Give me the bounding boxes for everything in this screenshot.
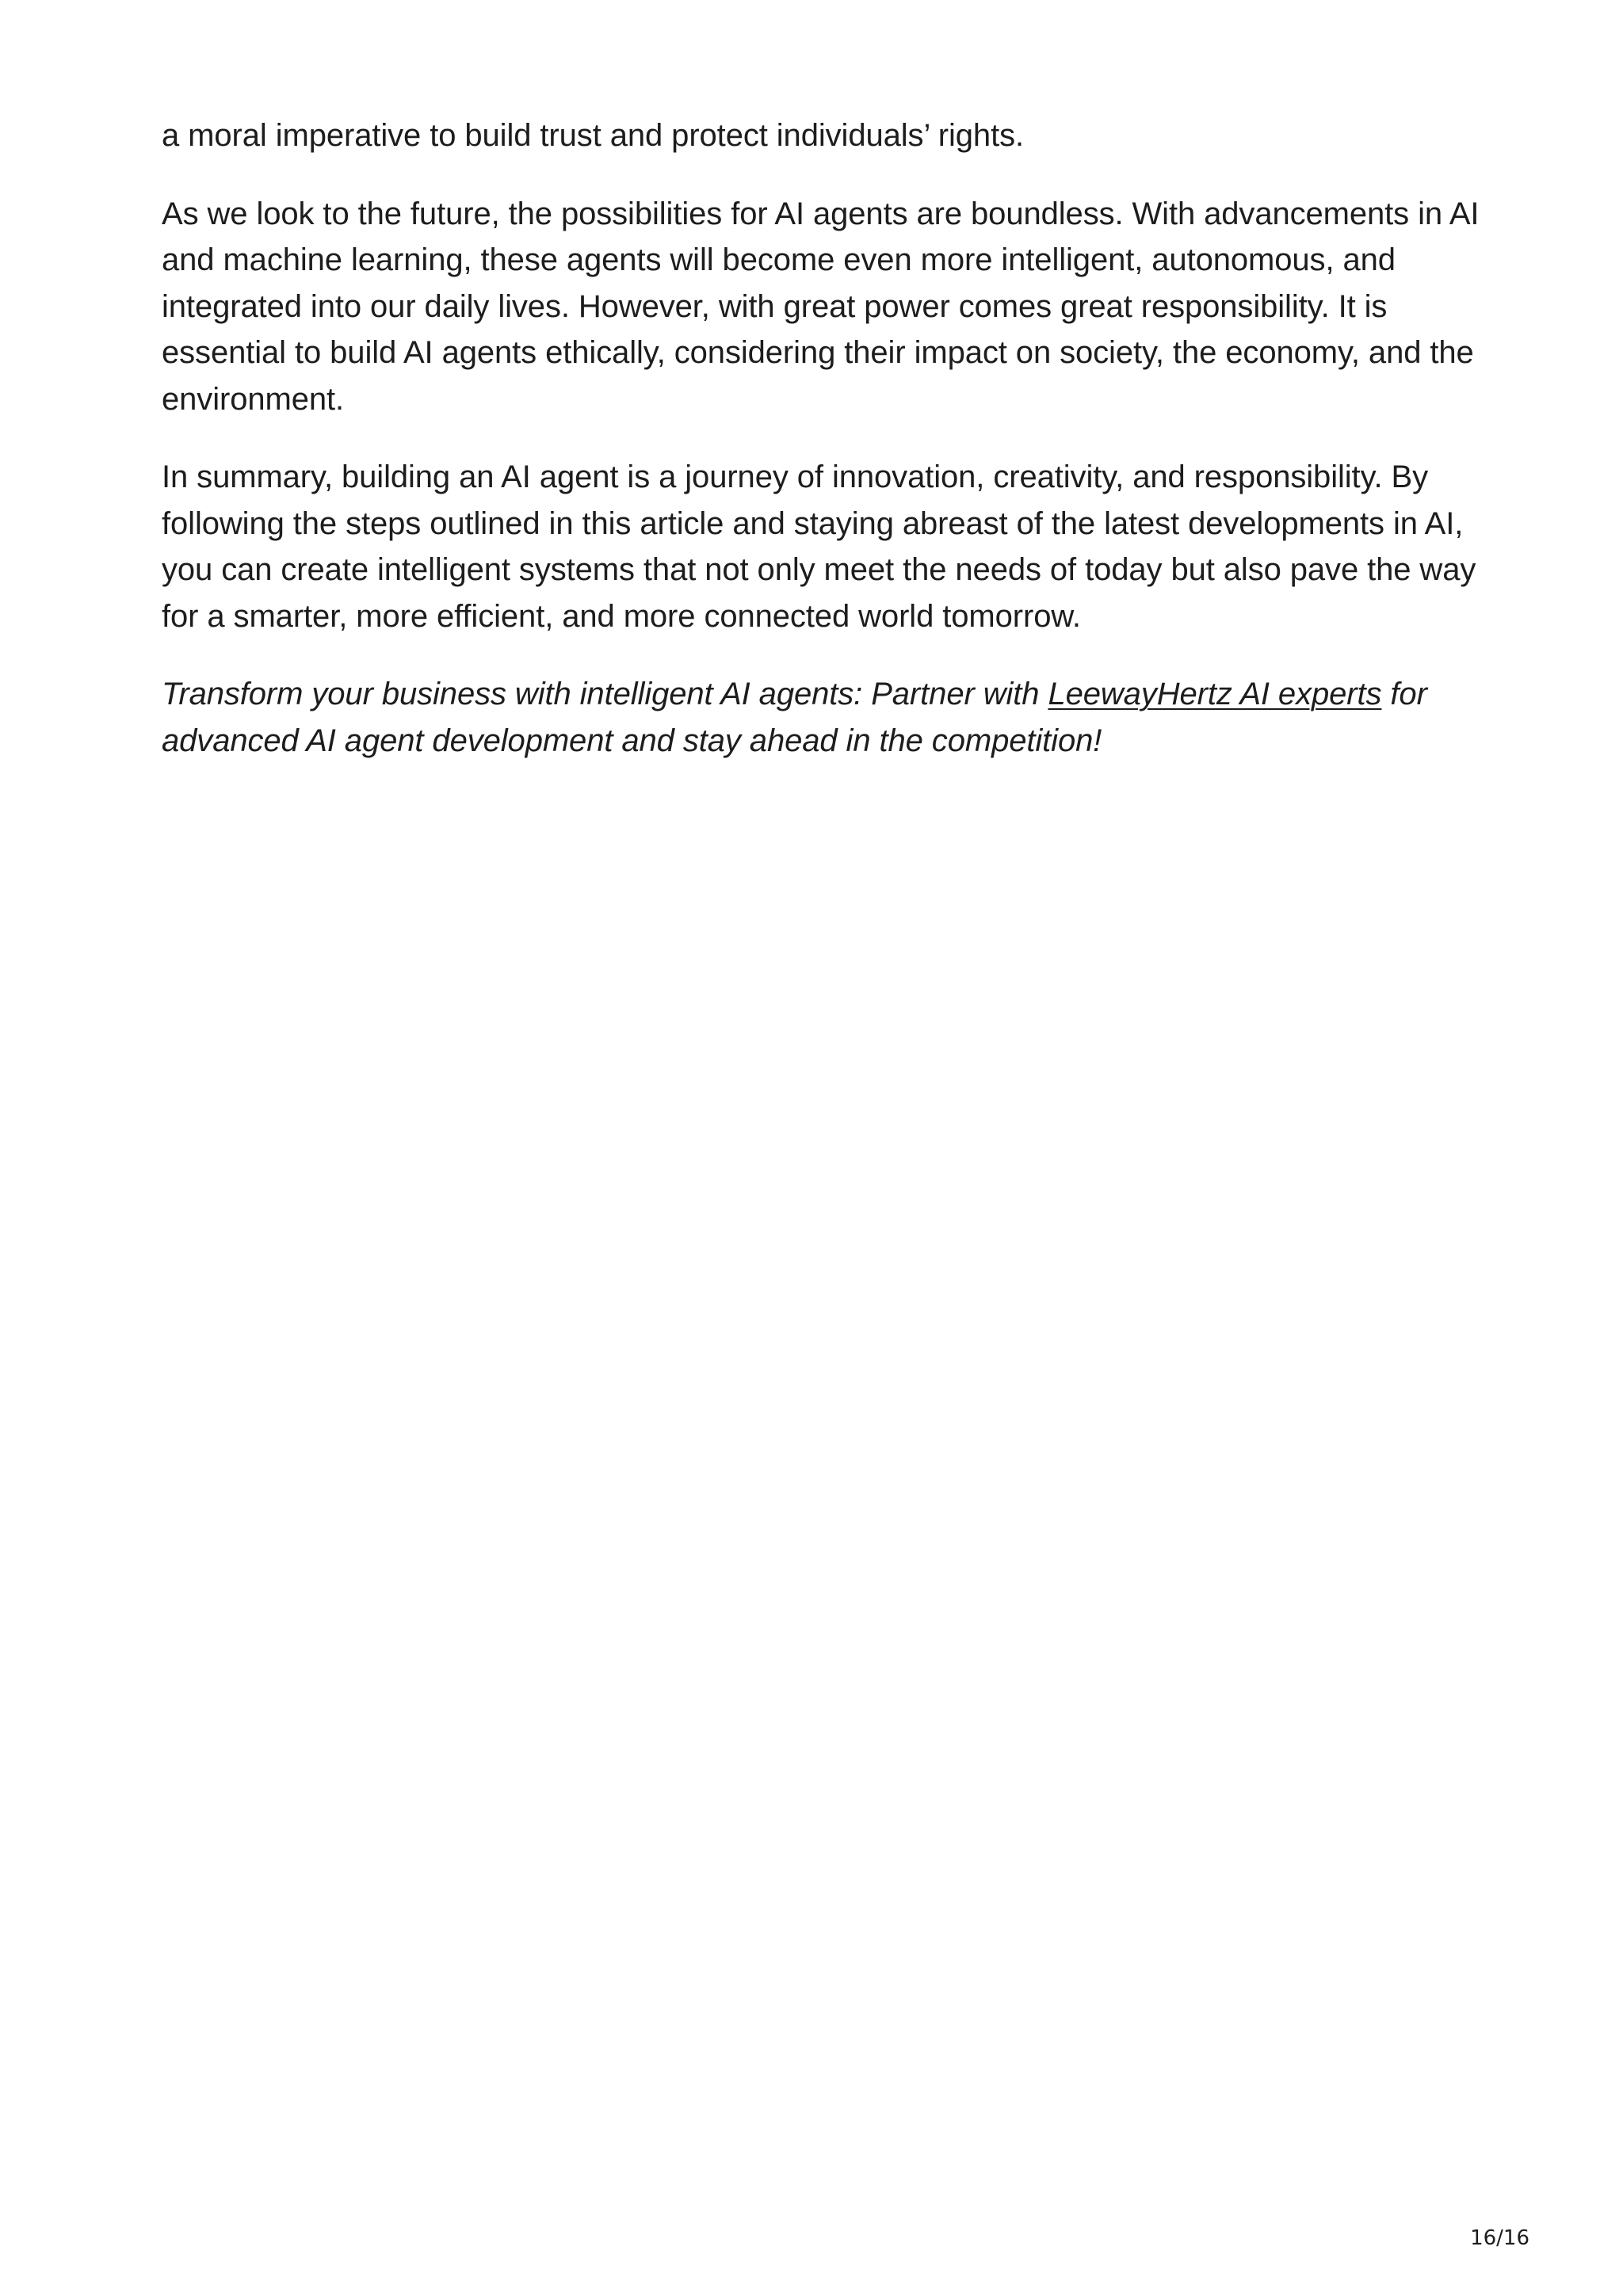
call-to-action <box>162 671 1493 764</box>
article-body <box>162 113 1493 795</box>
leewayhertz-link[interactable]: LeewayHertz AI experts <box>1048 677 1382 711</box>
cta-text-before: Transform your business with intelligent AI agents: Partner with <box>162 677 1048 711</box>
paragraph-future: As we look to the future, the possibilities for AI agents are boundless. With advancements in AI and machine learning, these agents will become even more intelligent, autonomous, and integrated into our daily lives. However, with great power comes great responsibility. It is essential to build AI agents ethically, considering their impact on society, the economy, and the environment. <box>162 196 1480 417</box>
page-number: 16/16 <box>1470 2226 1529 2250</box>
paragraph-trust: a moral imperative to build trust and protect individuals’ rights. <box>162 118 1024 153</box>
cta-text-after: for advanced AI agent development and stay ahead in the competition! <box>162 677 1427 758</box>
paragraph-summary: In summary, building an AI agent is a journey of innovation, creativity, and responsibility. By following the steps outlined in this article and staying abreast of the latest developments in AI, you can create intelligent systems that not only meet the needs of today but also pave the way for a smarter, more efficient, and more connected world tomorrow. <box>162 460 1476 634</box>
